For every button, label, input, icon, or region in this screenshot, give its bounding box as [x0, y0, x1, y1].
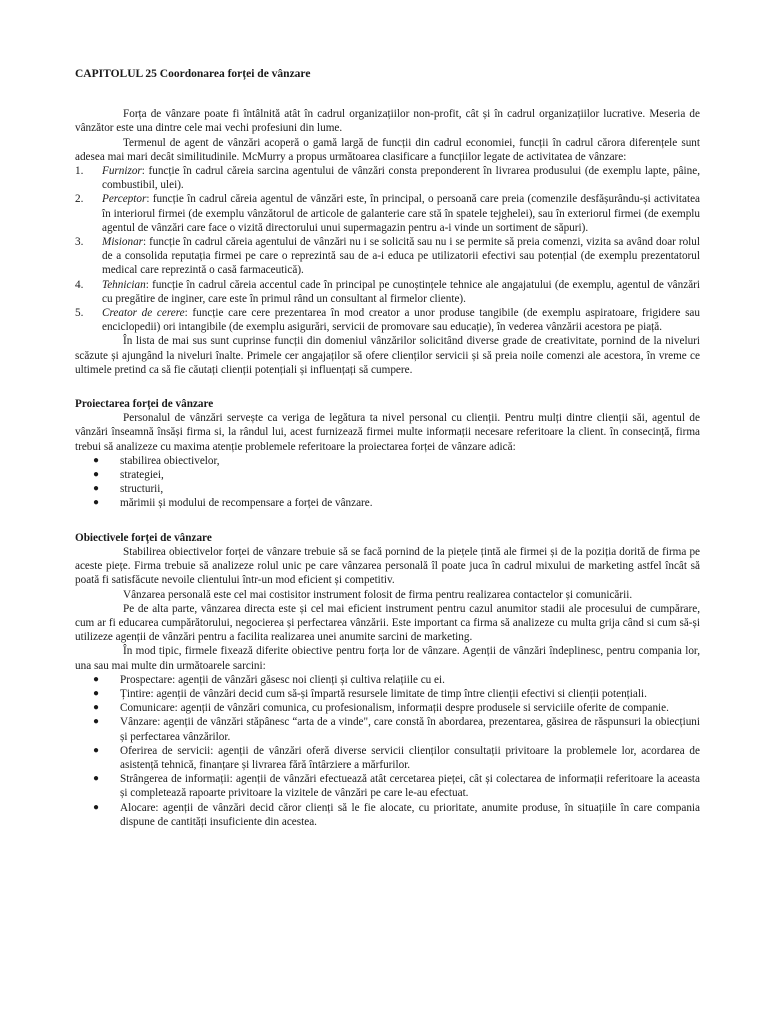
bullet-text: Comunicare: agenții de vânzări comunica, cu profesionalism, informații despre produsele si serviciile oferite de companie. — [120, 702, 669, 715]
bullet-text: Vânzare: agenții de vânzări stăpânesc “arta de a vinde", care constă în abordarea, prezentarea, găsirea de răspunsuri la obiecțiuni și perfectarea vânzărilor. — [120, 716, 700, 743]
bullet-icon: ● — [93, 773, 100, 785]
function-term: Creator de cerere — [102, 307, 185, 320]
function-text: : funcție care cere prezentarea în mod creator a unor produse tangibile (de exemplu aspiratoare, frigidere sau enciclopedii) ori intangibile (de exemplu asigurări, servicii de promovare sau educație), în vederea vânzării acestora pe piață. — [102, 307, 700, 334]
bullet-text: Țintire: agenții de vânzări decid cum să-și împartă resursele limitate de timp între clienții efectivi si clienții potențiali. — [120, 687, 647, 700]
bullet-icon: ● — [93, 744, 100, 756]
bullet-icon: ● — [93, 702, 100, 714]
bullet-icon: ● — [93, 801, 100, 813]
intro-paragraph-2: Termenul de agent de vânzări acoperă o gamă largă de funcții din cadrul economiei, funcții în cadrul cărora diferențele sunt adesea mai mari decât similitudinile. McMurry a propus următoarea clasificare a funcțiilor legate de activitatea de vânzare: — [75, 136, 700, 163]
bullet-text: Strângerea de informații: agenții de vânzări efectuează atât cercetarea pieței, cât și colectarea de informații referitoare la aceasta și completează rapoarte privitoare la vizitele de vânzări pe care le-au efectuat. — [120, 773, 700, 800]
intro-paragraph-1: Forța de vânzare poate fi întâlnită atât în cadrul organizațiilor non-profit, cât și în cadrul organizațiilor lucrative. Meseria de vânzător este una dintre cele mai vechi profesiuni din lume. — [75, 108, 700, 135]
list-item — [75, 278, 700, 306]
bullet-text: structurii, — [120, 483, 164, 496]
list-item — [75, 701, 700, 715]
list-number: 2. — [75, 193, 84, 206]
list-item — [75, 192, 700, 235]
section2-paragraph-1: Stabilirea obiectivelor forței de vânzare trebuie să se facă pornind de la piețele țintă ale firmei și de la poziția dorită de firma pe aceste piețe. Firma trebuie să analizeze rolul unic pe care vânzarea personală îl poate juca în cadrul mixului de marketing astfel încât să poată fi satisfăcute nevoile clientului într-un mod eficient și competitiv. — [75, 545, 700, 587]
function-text: : funcție în cadrul căreia agentul de vânzări este, în principal, o persoană care preia (comenzile desfășurându-și activitatea în interiorul firmei (de exemplu vânzătorul de articole de galanterie care stă în spatele tejghelei), sau în exteriorul firmei (de exemplu agentul de vânzări care face o vizită directorului unui supermagazin pentru a-i vinde un sortiment de săpuri). — [102, 193, 700, 234]
bullet-text: Alocare: agenții de vânzări decid căror clienți să le fie alocate, cu prioritate, anumite produse, în situațiile în care compania dispune de cantități insuficiente din acestea. — [120, 801, 700, 828]
functions-list — [75, 164, 700, 334]
section2-paragraph-2: Vânzarea personală este cel mai costisitor instrument folosit de firma pentru realizarea contactelor și comunicării. — [123, 588, 633, 601]
list-item — [75, 496, 700, 510]
section2-paragraph-4: În mod tipic, firmele fixează diferite obiective pentru forța lor de vânzare. Agenții de vânzări îndeplinesc, pentru compania lor, una sau mai multe din următoarele sarcini: — [75, 645, 700, 672]
list-item — [75, 715, 700, 743]
function-term: Tehnician — [102, 278, 146, 291]
bullet-icon: ● — [93, 469, 100, 481]
bullet-text: mărimii și modului de recompensare a forței de vânzare. — [120, 497, 373, 510]
list-item — [75, 454, 700, 468]
function-term: Furnizor — [102, 165, 142, 178]
bullet-text: Prospectare: agenții de vânzări găsesc noi clienți și cultiva relațiile cu ei. — [120, 673, 445, 686]
function-text: : funcție în cadrul căreia sarcina agentului de vânzări consta preponderent în livrarea produsului (de exemplu lapte, pâine, combustibil, ulei). — [102, 165, 700, 192]
bullet-icon: ● — [93, 497, 100, 509]
list-item — [75, 468, 700, 482]
list-item — [75, 772, 700, 800]
section1-paragraph: Personalul de vânzări servește ca veriga de legătura ta nivel personal cu clienții. Pentru mulți dintre clienții săi, agentul de vânzări înseamnă însăși firma si, la rândul lui, acest furnizează firmei multe informații necesare referitoare la client. în consecință, firma trebui să analizeze cu maxima atenție problemele referitoare la proiectarea forței de vânzare adică: — [75, 412, 700, 453]
list-item — [75, 306, 700, 334]
list-number: 4. — [75, 278, 84, 291]
section-heading-objectives: Obiectivele forței de vânzare — [75, 531, 212, 544]
list-item — [75, 482, 700, 496]
list-item — [75, 744, 700, 772]
list-number: 1. — [75, 165, 84, 178]
function-term: Perceptor — [102, 193, 147, 206]
section2-paragraph-3: Pe de alta parte, vânzarea directa este și cel mai eficient instrument pentru cazul anumitor stadii ale procesului de cumpărare, cum ar fi educarea cumpărătorului, negocierea și perfectarea vânzării. Este important ca firma să analizeze cu multa grija când si cum să-și utilizeze agenții de vânzări pentru a facilita realizarea unei anumite sarcini de marketing. — [75, 602, 700, 644]
chapter-title: CAPITOLUL 25 Coordonarea forței de vânzare — [75, 68, 311, 80]
list-item — [75, 687, 700, 701]
list-item — [75, 164, 700, 192]
list-item — [75, 673, 700, 687]
bullet-icon: ● — [93, 716, 100, 728]
function-text: : funcție în cadrul căreia agentului de vânzări nu i se solicită sau nu i se permite să preia comenzi, vizita sa având doar rolul de a consolida reputația firmei pe care o reprezintă sau de a-i educa pe utilizatorii efectivi sau potențial (de exemplu prezentatorul medical care reprezintă o casă farmaceutică). — [102, 236, 700, 277]
bullet-text: Oferirea de servicii: agenții de vânzări oferă diverse servicii clienților consultații privitoare la problemele lor, acordarea de asistență tehnică, finanțare și livrarea fără întârziere a mărfurilor. — [120, 744, 700, 771]
function-text: : funcție în cadrul căreia accentul cade în principal pe cunoștințele tehnice ale angajatului (de exemplu, agentul de vânzări cu pregătire de inginer, care este în primul rând un consultant al firmelor cliente). — [102, 278, 700, 305]
bullet-icon: ● — [93, 454, 100, 466]
bullet-icon: ● — [93, 483, 100, 495]
bullet-text: stabilirea obiectivelor, — [120, 454, 220, 467]
list-item — [75, 235, 700, 278]
objectives-bullets — [75, 673, 700, 829]
bullet-text: strategiei, — [120, 469, 164, 482]
bullet-icon: ● — [93, 687, 100, 699]
list-number: 5. — [75, 307, 84, 320]
list-item — [75, 801, 700, 829]
list-number: 3. — [75, 236, 84, 249]
intro-closing-paragraph: În lista de mai sus sunt cuprinse funcții din domeniul vânzărilor solicitând diverse grade de creativitate, pornind de la niveluri scăzute și ajungând la niveluri înalte. Primele cer angajaților să ofere clienților servicii și să preia noile comenzi ale acestora, în vreme ce ultimele pretind ca să fie căutați clienții potențiali și influențați să cumpere. — [75, 335, 700, 376]
function-term: Misionar — [102, 236, 144, 249]
design-bullets — [75, 454, 700, 511]
bullet-icon: ● — [93, 673, 100, 685]
section-heading-design: Proiectarea forței de vânzare — [75, 398, 214, 411]
